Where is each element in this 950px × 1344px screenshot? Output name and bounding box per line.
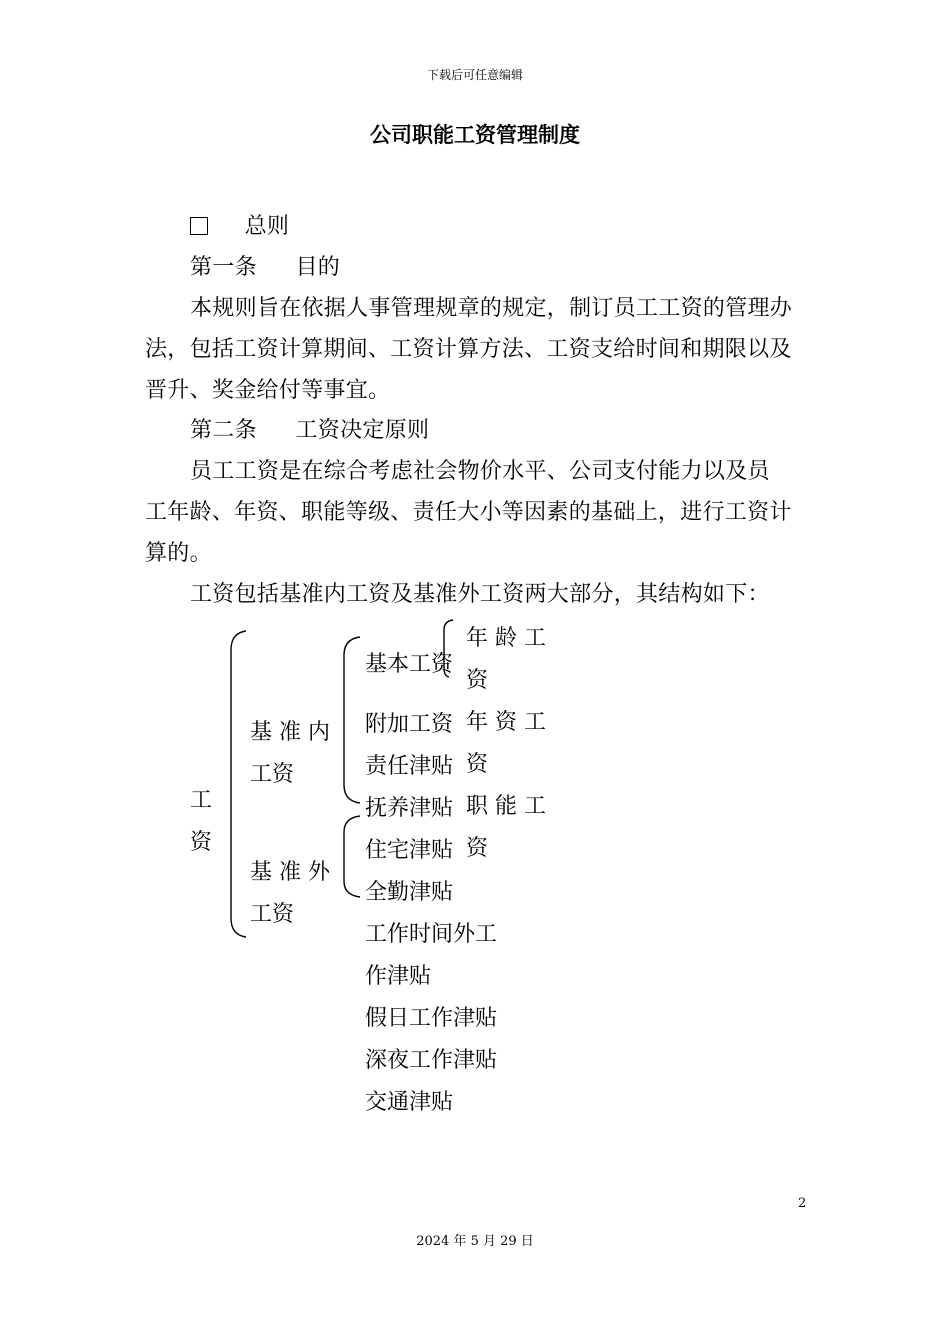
tree-item: 深夜工作津贴	[365, 1048, 498, 1073]
article-1-title: 目的	[295, 255, 341, 280]
document-title: 公司职能工资管理制度	[370, 123, 580, 147]
footer-date: 2024 年 5 月 29 日	[416, 1234, 534, 1249]
tree-item: 附加工资	[365, 712, 454, 737]
tree-subitem: 资	[466, 836, 489, 861]
article-2-title: 工资决定原则	[295, 418, 430, 443]
tree-root	[190, 780, 212, 864]
article-2-intro: 工资包括基准内工资及基准外工资两大部分，其结构如下：	[190, 582, 770, 607]
tree-root-char-2: 资	[190, 830, 213, 855]
article-2-line-2: 工年龄、年资、职能等级、责任大小等因素的基础上，进行工资计	[145, 500, 792, 525]
tree-subitem: 年 资 工	[466, 710, 546, 735]
tree-item: 责任津贴	[365, 754, 454, 779]
tree-inner-label	[250, 712, 330, 796]
page-number: 2	[798, 1196, 807, 1211]
article-1-label: 第一条	[190, 255, 257, 280]
tree-item: 假日工作津贴	[365, 1006, 498, 1031]
article-1-line-2: 法，包括工资计算期间、工资计算方法、工资支给时间和期限以及	[145, 337, 792, 362]
tree-item: 工作时间外工	[365, 922, 498, 947]
section-heading-text: 总则	[244, 214, 290, 239]
tree-outer-line-2: 工资	[250, 902, 295, 927]
outer-bracket	[344, 816, 360, 897]
inner-bracket	[344, 637, 360, 803]
tree-root-char-1: 工	[190, 788, 213, 813]
article-2-label: 第二条	[190, 418, 257, 443]
tree-subitem: 职 能 工	[466, 794, 546, 819]
tree-item: 全勤津贴	[365, 880, 454, 905]
tree-item: 作津贴	[365, 964, 432, 989]
tree-item: 住宅津贴	[365, 838, 454, 863]
tree-item: 抚养津贴	[365, 796, 454, 821]
tree-subitem: 资	[466, 752, 489, 777]
article-2-line-3: 算的。	[145, 541, 212, 566]
tree-basic-subitems	[466, 618, 546, 870]
tree-subitem: 年 龄 工	[466, 626, 546, 651]
tree-item: 交通津贴	[365, 1090, 454, 1115]
tree-outer-line-1: 基 准 外	[250, 860, 330, 885]
tree-outer-label	[250, 852, 330, 936]
tree-inner-line-1: 基 准 内	[250, 720, 330, 745]
tree-item: 基本工资	[365, 652, 454, 677]
tree-inner-line-2: 工资	[250, 762, 295, 787]
tree-subitem: 资	[466, 668, 489, 693]
root-bracket	[231, 631, 246, 937]
article-2-line-1: 员工工资是在综合考虑社会物价水平、公司支付能力以及员	[190, 459, 770, 484]
article-1-line-1: 本规则旨在依据人事管理规章的规定，制订员工工资的管理办	[190, 296, 793, 321]
article-1-line-3: 晋升、奖金给付等事宜。	[145, 378, 391, 403]
header-note: 下载后可任意编辑	[426, 68, 523, 82]
